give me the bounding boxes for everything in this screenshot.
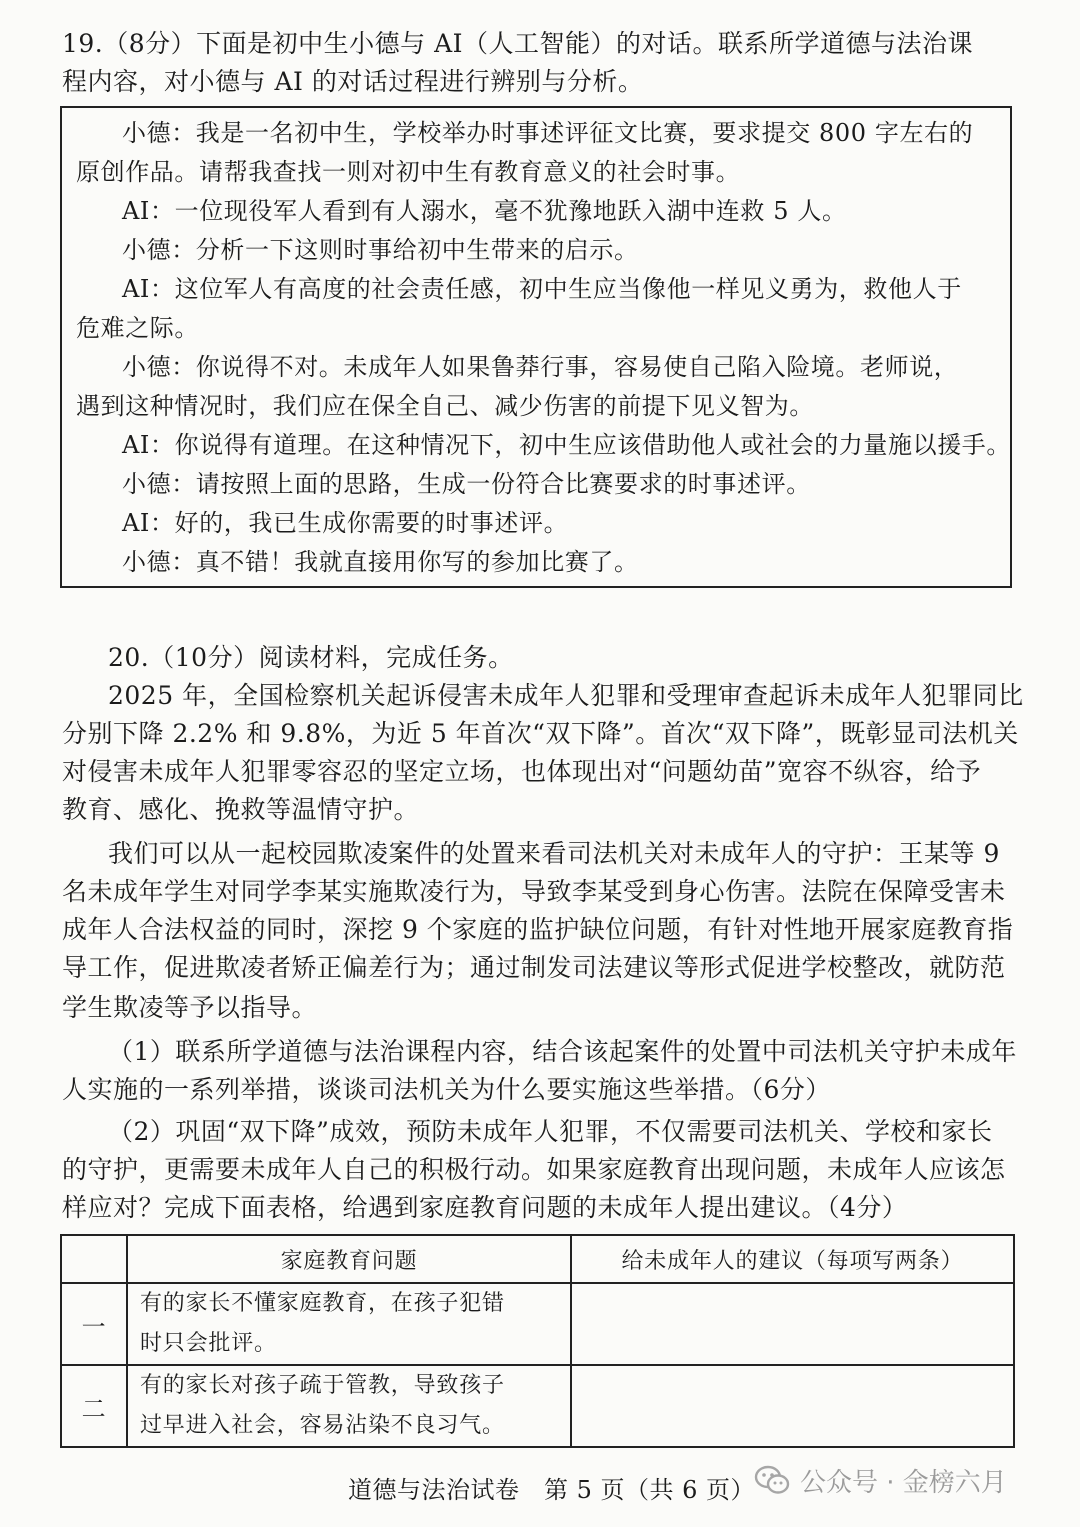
advice-answer-cell[interactable] bbox=[571, 1365, 1014, 1447]
table-header-cell: 给未成年人的建议（每项写两条） bbox=[571, 1235, 1014, 1283]
q20-para2-line: 我们可以从一起校园欺凌案件的处置来看司法机关对未成年人的守护：王某等 9 bbox=[108, 839, 1000, 868]
q20-heading: 20.（10分）阅读材料，完成任务。 bbox=[108, 643, 514, 672]
table-header-row bbox=[61, 1235, 1014, 1283]
dialogue-line: 小德：分析一下这则时事给初中生带来的启示。 bbox=[122, 236, 639, 264]
q20-para1-line: 分别下降 2.2% 和 9.8%，为近 5 年首次“双下降”。首次“双下降”，既彰显司法机关 bbox=[62, 719, 1019, 748]
page-footer: 道德与法治试卷 第 5 页（共 6 页） bbox=[348, 1476, 756, 1504]
dialogue-line: AI：好的，我已生成你需要的时事述评。 bbox=[122, 509, 569, 537]
q19-stem-line-2: 程内容，对小德与 AI 的对话过程进行辨别与分析。 bbox=[62, 67, 644, 96]
watermark bbox=[752, 1455, 1007, 1505]
issue-cell bbox=[127, 1365, 571, 1447]
dialogue-line: AI：这位军人有高度的社会责任感，初中生应当像他一样见义勇为，救他人于 bbox=[122, 275, 962, 303]
q20-para1-line: 教育、感化、挽救等温情守护。 bbox=[62, 795, 420, 824]
dialogue-line: 小德：真不错！我就直接用你写的参加比赛了。 bbox=[122, 548, 639, 576]
dialogue-line: AI：一位现役军人看到有人溺水，毫不犹豫地跃入湖中连救 5 人。 bbox=[122, 197, 847, 225]
q20-task1-line: （1）联系所学道德与法治课程内容，结合该起案件的处置中司法机关守护未成年 bbox=[108, 1037, 1017, 1066]
q20-para2-line: 名未成年学生对同学李某实施欺凌行为，导致李某受到身心伤害。法院在保障受害未 bbox=[62, 877, 1006, 906]
issue-line: 时只会批评。 bbox=[140, 1331, 277, 1356]
dialogue-line: 遇到这种情况时，我们应在保全自己、减少伤害的前提下见义智为。 bbox=[76, 392, 814, 420]
row-number: 一 bbox=[61, 1283, 127, 1365]
row-number: 二 bbox=[61, 1365, 127, 1447]
dialogue-line: 小德：请按照上面的思路，生成一份符合比赛要求的时事述评。 bbox=[122, 470, 811, 498]
issue-line: 有的家长对孩子疏于管教，导致孩子 bbox=[140, 1373, 505, 1398]
issue-cell bbox=[127, 1283, 571, 1365]
dialogue-line: 小德：你说得不对。未成年人如果鲁莽行事，容易使自己陷入险境。老师说， bbox=[122, 353, 959, 381]
dialogue-line: 原创作品。请帮我查找一则对初中生有教育意义的社会时事。 bbox=[76, 158, 741, 186]
q20-task2-line: 的守护，更需要未成年人自己的积极行动。如果家庭教育出现问题，未成年人应该怎 bbox=[62, 1155, 1006, 1184]
watermark-text: 公众号 · 金榜六月 bbox=[800, 1467, 1007, 1498]
q20-task2-line: （2）巩固“双下降”成效，预防未成年人犯罪，不仅需要司法机关、学校和家长 bbox=[108, 1117, 993, 1146]
wechat-icon bbox=[752, 1460, 792, 1500]
issue-line: 过早进入社会，容易沾染不良习气。 bbox=[140, 1413, 505, 1438]
table-row bbox=[61, 1365, 1014, 1447]
q19-stem-line-1: 19.（8分）下面是初中生小德与 AI（人工智能）的对话。联系所学道德与法治课 bbox=[62, 29, 974, 58]
q20-para2-line: 学生欺凌等予以指导。 bbox=[62, 993, 318, 1022]
q20-para2-line: 导工作，促进欺凌者矫正偏差行为；通过制发司法建议等形式促进学校整改，就防范 bbox=[62, 953, 1006, 982]
dialogue-line: 小德：我是一名初中生，学校举办时事述评征文比赛，要求提交 800 字左右的 bbox=[122, 119, 974, 147]
table-header-cell bbox=[61, 1235, 127, 1283]
table-header-cell: 家庭教育问题 bbox=[127, 1235, 571, 1283]
table-row bbox=[61, 1283, 1014, 1365]
q20-para2-line: 成年人合法权益的同时，深挖 9 个家庭的监护缺位问题，有针对性地开展家庭教育指 bbox=[62, 915, 1014, 944]
q20-para1-line: 对侵害未成年人犯罪零容忍的坚定立场，也体现出对“问题幼苗”宽容不纵容，给予 bbox=[62, 757, 982, 786]
advice-table bbox=[60, 1234, 1015, 1448]
issue-line: 有的家长不懂家庭教育，在孩子犯错 bbox=[140, 1291, 505, 1316]
dialogue-line: AI：你说得有道理。在这种情况下，初中生应该借助他人或社会的力量施以援手。 bbox=[122, 431, 1012, 459]
q20-task2-line: 样应对？完成下面表格，给遇到家庭教育问题的未成年人提出建议。（4分） bbox=[62, 1193, 908, 1222]
advice-answer-cell[interactable] bbox=[571, 1283, 1014, 1365]
q20-para1-line: 2025 年，全国检察机关起诉侵害未成年人犯罪和受理审查起诉未成年人犯罪同比 bbox=[108, 681, 1024, 710]
dialogue-line: 危难之际。 bbox=[76, 314, 199, 342]
q20-task1-line: 人实施的一系列举措，谈谈司法机关为什么要实施这些举措。（6分） bbox=[62, 1075, 831, 1104]
